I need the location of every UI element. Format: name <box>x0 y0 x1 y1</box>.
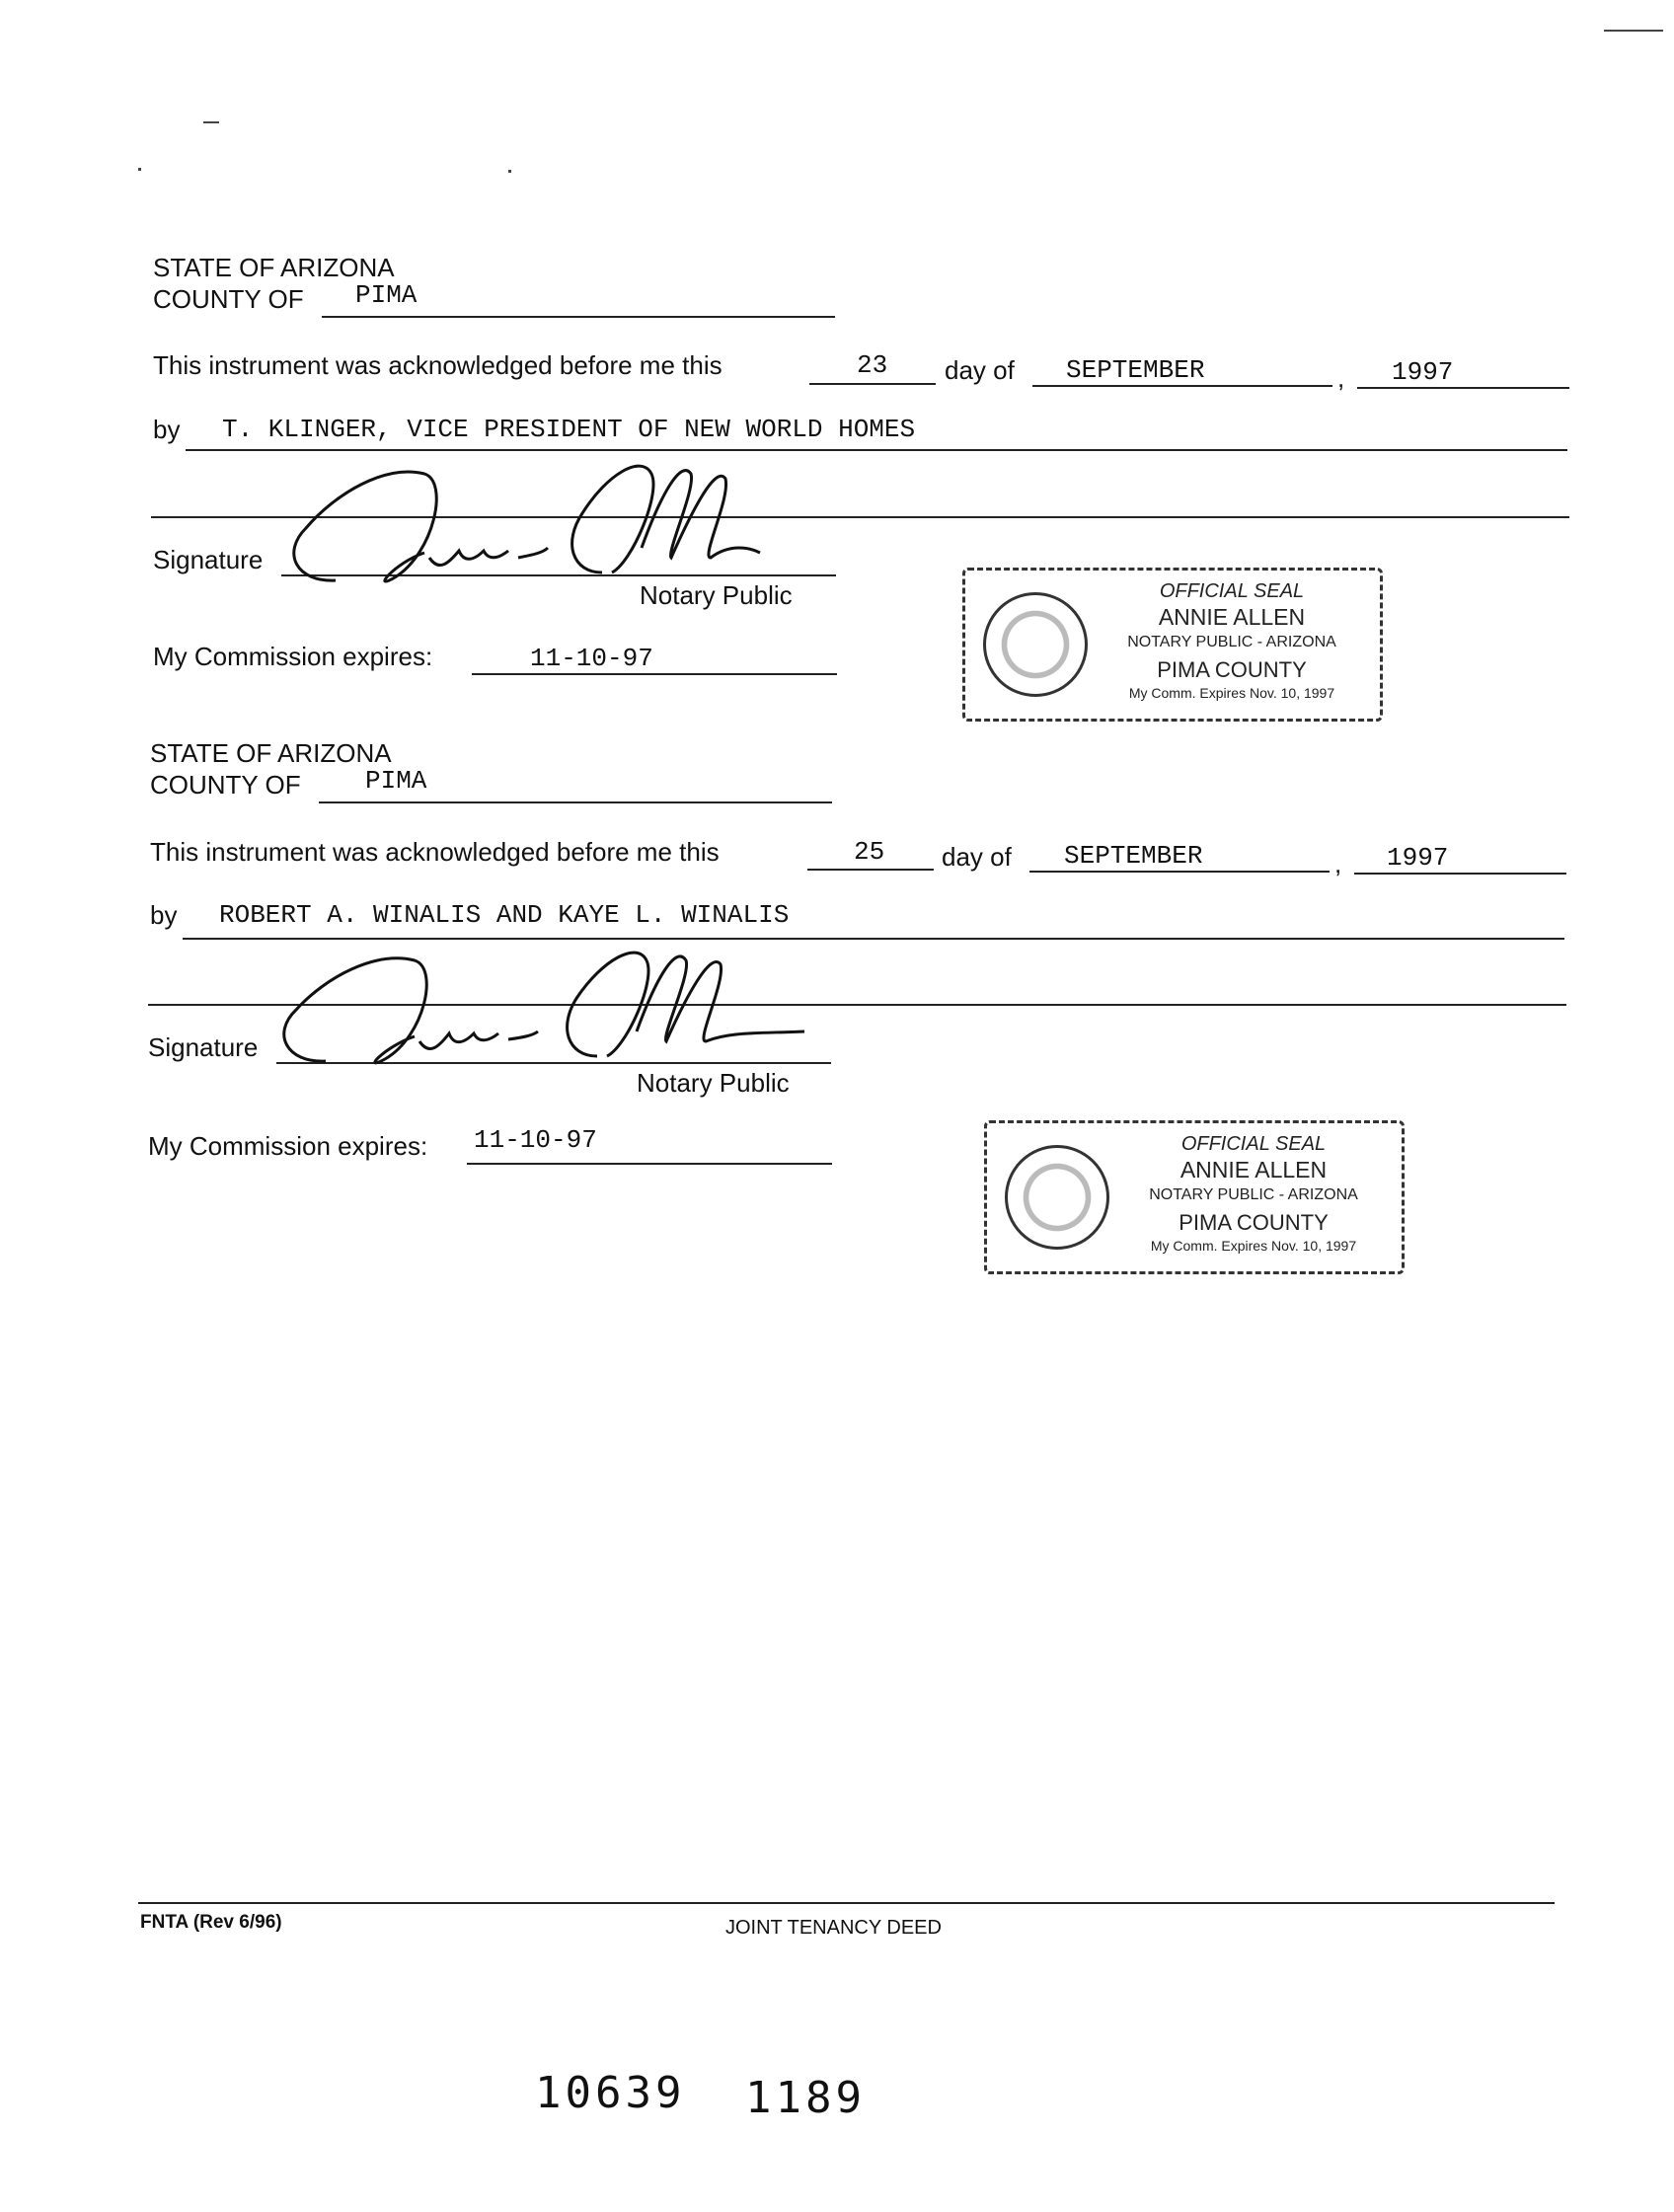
month-value: SEPTEMBER <box>1066 355 1205 385</box>
year-line <box>1354 873 1566 875</box>
day-line <box>807 869 934 871</box>
county-label: COUNTY OF <box>150 770 301 800</box>
ack-text: This instrument was acknowledged before me this <box>150 837 720 867</box>
year-value: 1997 <box>1387 843 1449 873</box>
signature-label: Signature <box>153 545 264 574</box>
seal-county: PIMA COUNTY <box>1179 1210 1329 1235</box>
by-value: ROBERT A. WINALIS AND KAYE L. WINALIS <box>219 900 790 930</box>
month-line <box>1032 385 1332 387</box>
county-label: COUNTY OF <box>153 284 304 314</box>
year-value: 1997 <box>1392 357 1454 387</box>
by-value: T. KLINGER, VICE PRESIDENT OF NEW WORLD HOMES <box>222 415 916 444</box>
recording-book-number: 10639 <box>535 2068 686 2118</box>
notary-signature <box>276 434 809 602</box>
comma: , <box>1334 849 1342 878</box>
seal-name: ANNIE ALLEN <box>1179 1157 1328 1182</box>
official-seal <box>984 1120 1405 1274</box>
month-line <box>1029 871 1330 873</box>
seal-role: NOTARY PUBLIC - ARIZONA <box>1149 1186 1358 1203</box>
state-heading: STATE OF ARIZONA <box>150 738 392 768</box>
by-label: by <box>150 900 178 930</box>
by-label: by <box>153 415 181 444</box>
notary-public-label: Notary Public <box>637 1068 790 1098</box>
commission-line <box>472 673 837 675</box>
commission-label: My Commission expires: <box>148 1131 428 1161</box>
recording-page-number: 1189 <box>745 2073 866 2123</box>
notary-signature <box>266 923 819 1091</box>
official-seal <box>962 568 1383 722</box>
comma: , <box>1337 363 1345 393</box>
seal-title: OFFICIAL SEAL <box>1180 1133 1327 1155</box>
seal-expiry: My Comm. Expires Nov. 10, 1997 <box>1128 685 1335 701</box>
seal-role: NOTARY PUBLIC - ARIZONA <box>1127 634 1336 650</box>
seal-title: OFFICIAL SEAL <box>1159 580 1305 602</box>
commission-label: My Commission expires: <box>153 642 433 671</box>
day-line <box>809 383 936 385</box>
great-seal-icon <box>1005 1145 1109 1250</box>
seal-county: PIMA COUNTY <box>1157 657 1307 682</box>
commission-value: 11-10-97 <box>474 1125 597 1155</box>
month-value: SEPTEMBER <box>1064 841 1203 871</box>
county-line <box>319 801 832 803</box>
commission-value: 11-10-97 <box>530 644 653 673</box>
commission-line <box>467 1163 832 1165</box>
footer-rule <box>138 1902 1555 1904</box>
day-of-label: day of <box>942 842 1012 872</box>
form-code: FNTA (Rev 6/96) <box>140 1912 282 1933</box>
notary-public-label: Notary Public <box>640 580 793 610</box>
year-line <box>1357 387 1569 389</box>
document-title: JOINT TENANCY DEED <box>725 1917 942 1939</box>
ack-text: This instrument was acknowledged before me this <box>153 350 723 380</box>
state-heading: STATE OF ARIZONA <box>153 253 395 282</box>
county-value: PIMA <box>355 280 418 310</box>
county-line <box>322 316 835 318</box>
day-of-label: day of <box>945 355 1015 385</box>
great-seal-icon <box>983 592 1088 697</box>
signature-label: Signature <box>148 1032 259 1062</box>
seal-expiry: My Comm. Expires Nov. 10, 1997 <box>1150 1238 1357 1254</box>
day-value: 25 <box>854 837 885 867</box>
county-value: PIMA <box>365 766 427 796</box>
day-value: 23 <box>857 350 888 380</box>
seal-name: ANNIE ALLEN <box>1158 604 1306 630</box>
